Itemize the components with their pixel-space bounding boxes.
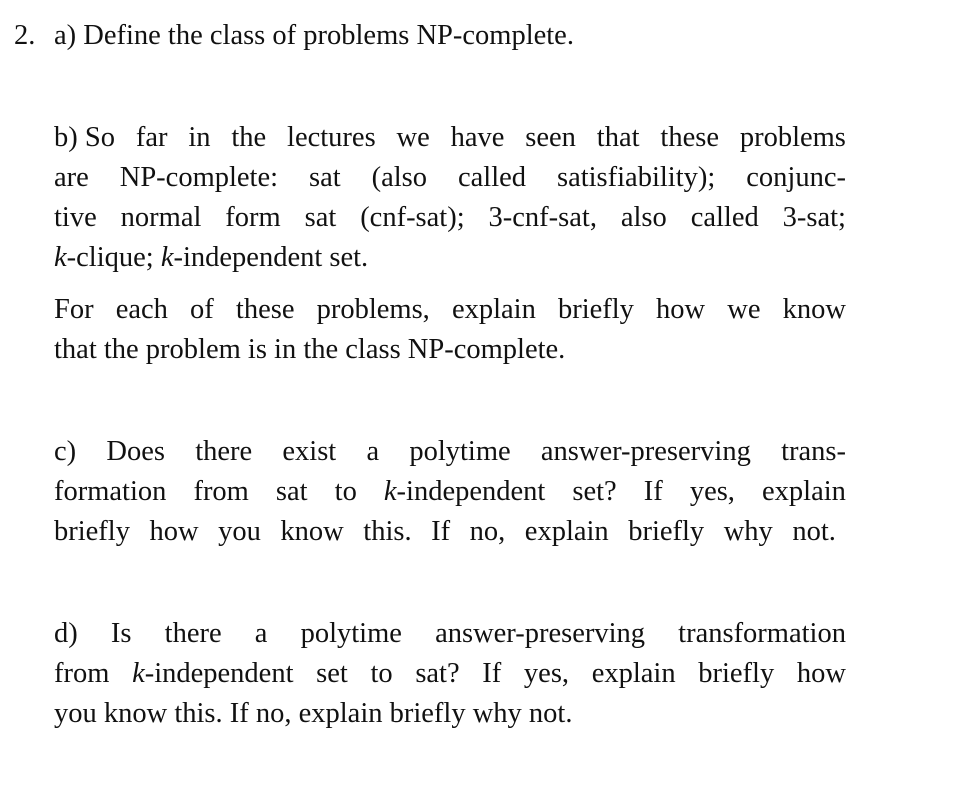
word: seen	[525, 122, 576, 153]
word: trans-	[781, 436, 846, 467]
part-d-line-1	[54, 620, 846, 649]
word: c)	[54, 436, 77, 467]
part-c-line-2	[54, 478, 846, 507]
word: no,	[469, 516, 506, 547]
word: briefly	[557, 294, 634, 325]
word: yes,	[523, 658, 570, 689]
word: know	[782, 294, 846, 325]
word: satisfiability);	[556, 162, 716, 193]
word: formation	[54, 476, 167, 507]
word: polytime	[300, 618, 402, 649]
word: there	[195, 436, 253, 467]
word: normal	[120, 202, 202, 233]
word: form	[225, 202, 281, 233]
word: we	[727, 294, 761, 325]
word: you	[218, 516, 261, 547]
word: k-independent	[383, 476, 546, 507]
italic-k: k	[383, 476, 397, 507]
part-c-line-3	[54, 518, 836, 547]
part-c-line-1	[54, 438, 846, 467]
word: explain	[762, 476, 846, 507]
word: not.	[792, 516, 836, 547]
word: these	[235, 294, 295, 325]
word: there	[164, 618, 222, 649]
word: k-independent	[132, 658, 294, 689]
part-b-line-2	[54, 164, 846, 193]
word: this.	[363, 516, 412, 547]
word: NP-complete:	[119, 162, 279, 193]
word: a	[254, 618, 268, 649]
word: set?	[572, 476, 617, 507]
word: in	[188, 122, 211, 153]
word: have	[450, 122, 505, 153]
word: sat?	[415, 658, 460, 689]
word: briefly	[698, 658, 775, 689]
word: briefly	[54, 516, 130, 547]
word: to	[334, 476, 357, 507]
word: how	[796, 658, 846, 689]
part-a-text: a) Define the class of problems NP-complete.	[54, 20, 574, 51]
word: called	[457, 162, 527, 193]
word: set	[316, 658, 348, 689]
word: problems	[739, 122, 846, 153]
word: sat	[304, 202, 337, 233]
word: answer-preserving	[435, 618, 646, 649]
word: If	[643, 476, 663, 507]
word: why	[723, 516, 773, 547]
word: explain	[451, 294, 536, 325]
part-b-para2-line-1	[54, 296, 846, 325]
word: Is	[110, 618, 132, 649]
word: polytime	[409, 436, 511, 467]
question-number: 2.	[14, 20, 36, 51]
word: that	[596, 122, 640, 153]
word: exist	[282, 436, 337, 467]
word: the	[231, 122, 267, 153]
word: For	[54, 294, 94, 325]
word: sat	[309, 162, 341, 193]
word: yes,	[689, 476, 735, 507]
word: (cnf-sat);	[360, 202, 465, 233]
italic-k: k	[132, 658, 145, 689]
word: d)	[54, 618, 78, 649]
word: If	[482, 658, 502, 689]
part-b-line-1	[54, 124, 846, 153]
part-b-para2-line-2: that the problem is in the class NP-complete.	[54, 334, 566, 365]
word: of	[190, 294, 214, 325]
word: 3-cnf-sat,	[488, 202, 597, 233]
word: tive	[54, 202, 97, 233]
word: from	[54, 658, 110, 689]
word: lectures	[287, 122, 376, 153]
word: sat	[275, 476, 308, 507]
word: these	[660, 122, 719, 153]
italic-k: k	[54, 242, 67, 273]
word: from	[193, 476, 249, 507]
part-d-line-2	[54, 660, 846, 689]
word: also	[620, 202, 667, 233]
italic-k: k	[160, 242, 174, 273]
word: answer-preserving	[540, 436, 751, 467]
clique-text: -clique;	[66, 242, 161, 273]
word: how	[149, 516, 199, 547]
word: 3-sat;	[782, 202, 846, 233]
word: to	[370, 658, 393, 689]
word: are	[54, 162, 89, 193]
word: know	[280, 516, 344, 547]
word: (also	[371, 162, 428, 193]
word: problems,	[316, 294, 430, 325]
word: If	[431, 516, 451, 547]
word: how	[656, 294, 706, 325]
word: explain	[524, 516, 609, 547]
word: each	[115, 294, 168, 325]
word: explain	[591, 658, 676, 689]
word: b) So	[54, 122, 115, 153]
word: briefly	[628, 516, 705, 547]
independent-set-text: -independent set.	[173, 242, 369, 273]
word: a	[366, 436, 380, 467]
word: called	[690, 202, 759, 233]
word: conjunc-	[746, 162, 846, 193]
word: Does	[106, 436, 165, 467]
word: transformation	[678, 618, 846, 649]
word: far	[135, 122, 168, 153]
word: we	[396, 122, 430, 153]
part-d-line-3: you know this. If no, explain briefly why not.	[54, 698, 573, 729]
part-b-line-3	[54, 204, 846, 233]
part-b-line-4	[54, 244, 368, 273]
